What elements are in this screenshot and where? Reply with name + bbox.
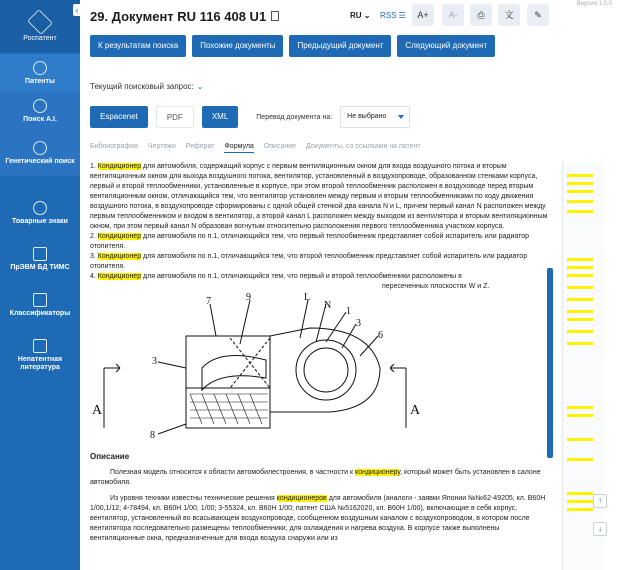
minimap-marker[interactable] (567, 258, 593, 261)
tab-description[interactable]: Описание (263, 143, 297, 150)
language-value: RU (350, 11, 362, 20)
claim-number: 3. (90, 253, 96, 260)
minimap-marker[interactable] (567, 458, 593, 461)
rospatent-logo-icon (27, 9, 52, 34)
espacenet-button[interactable]: Espacenet (90, 106, 148, 128)
caret-down-icon (398, 115, 404, 119)
current-query-label: Текущий поисковый запрос: (90, 82, 194, 91)
tab-abstract[interactable]: Реферат (185, 143, 215, 150)
paragraph-text: , который может быть установлен в салоне автомобиля. (90, 469, 541, 486)
sidebar-item-label: Товарные знаки (12, 217, 68, 225)
drawing-label: 8 (150, 430, 155, 441)
description-title: Описание (90, 452, 130, 461)
books-icon (33, 339, 47, 353)
drawing-label: 9 (246, 292, 251, 303)
document-actions (90, 35, 495, 57)
previous-document-button[interactable]: Предыдущий документ (289, 35, 391, 57)
page-title: 29. Документ RU 116 408 U1 (90, 8, 267, 24)
claim-number: 1. (90, 163, 96, 170)
tab-citing-documents[interactable]: Документы, со ссылками на патент (306, 143, 421, 150)
minimap-marker[interactable] (567, 342, 593, 345)
highlighted-term: Кондиционер (97, 233, 142, 240)
hierarchy-icon (33, 293, 47, 307)
network-icon (33, 99, 47, 113)
minimap-marker[interactable] (567, 174, 593, 177)
rss-link[interactable]: RSS ☰ (380, 11, 406, 20)
translate-select[interactable] (340, 106, 410, 128)
minimap-marker[interactable] (567, 330, 593, 333)
drawing-label: 1 (346, 306, 351, 317)
document-tabs (90, 143, 421, 153)
tab-bibliography[interactable]: Библиография (90, 143, 138, 150)
minimap-marker[interactable] (567, 318, 593, 321)
sidebar-item-nonpatent-literature[interactable] (0, 328, 80, 382)
highlighted-term: Кондиционер (97, 253, 142, 260)
globe-icon (33, 61, 47, 75)
drawing-label: 7 (206, 296, 211, 307)
paragraph-text: Из уровня техники известны технические решения (110, 495, 277, 502)
minimap-marker[interactable] (567, 190, 593, 193)
claim-text: для автомобиля по п.1, отличающийся тем, что первый и второй теплообменники расположены в (141, 273, 462, 280)
minimap-marker[interactable] (567, 274, 593, 277)
current-query[interactable] (90, 82, 203, 91)
paragraph-text: Полезная модель относится к области автомобилестроения, в частности к (110, 469, 356, 476)
claim-text-tail: пересеченных плоскостях W и Z. (382, 283, 490, 290)
claim-1 (90, 162, 552, 232)
chevron-down-icon: ⌄ (196, 82, 204, 91)
scroll-up-button[interactable]: ↑ (593, 494, 607, 508)
xml-button[interactable]: XML (202, 106, 238, 128)
drawing-label: N (324, 300, 332, 311)
sidebar-item-label: Непатентная литература (17, 355, 63, 371)
sidebar-item-classifiers[interactable] (0, 282, 80, 328)
translate-label: Перевод документа на: (256, 113, 333, 121)
claim-2 (90, 232, 552, 252)
minimap-marker[interactable] (567, 500, 593, 503)
sidebar-item-trademarks[interactable] (0, 190, 80, 236)
minimap-marker[interactable] (567, 182, 593, 185)
chip-icon (33, 247, 47, 261)
sidebar-item-label: Поиск A.I. (23, 115, 57, 123)
minimap-marker[interactable] (567, 266, 593, 269)
scroll-down-button[interactable]: ↓ (593, 522, 607, 536)
claim-number: 4. (90, 273, 96, 280)
content-scrollbar[interactable] (547, 160, 553, 570)
collapse-sidebar-button[interactable]: ‹ (73, 4, 81, 16)
trademark-icon (33, 201, 47, 215)
copy-icon[interactable] (271, 11, 279, 21)
rss-label: RSS (380, 11, 397, 20)
drawing-label: 3 (356, 318, 361, 329)
highlighted-term: кондиционеру (355, 469, 401, 476)
minimap-marker[interactable] (567, 438, 593, 441)
highlight-minimap[interactable] (562, 162, 604, 570)
font-increase-button[interactable]: A+ (412, 4, 434, 26)
description-paragraph (90, 468, 552, 488)
claim-text: для автомобиля, содержащий корпус с первым вентиляционным окном для входа воздушного потока и вторым вентиляционным окном для выхода воздушного потока, вентилятор, установленный в воздухопроводе, образованном стенками корпуса, первый и второй теплообменники, установленные в корпусе, при этом второй теплообменник расположен в воздуховоде перед вторым вентиляционным окном, отличающийся тем, что вентилятор установлен между первым и вторым теплообменниками по ходу движения воздушного потока, в воздухопроводе сформированы с одной общей стенкой два канала N и L, причем первый канал N расположен между первым теплообменником и входом в вентилятор, а второй канал L расположен между выходом из вентилятора и вторым вентиляционным окном, при этом первый канал N образован вогнутым относительно расположения первого теплообменника участком корпуса. (90, 163, 548, 230)
format-bar (90, 106, 410, 128)
minimap-marker[interactable] (567, 286, 593, 289)
sidebar-item-label: Патенты (25, 77, 55, 85)
claim-3 (90, 252, 552, 272)
claim-text: для автомобиля по п.1, отличающийся тем, что первый теплообменник представляет собой испаритель или радиатор отопителя. (90, 233, 530, 250)
drawing-label: 6 (378, 330, 383, 341)
drawing-label: A (92, 403, 103, 418)
sidebar (0, 0, 80, 570)
sidebar-item-label: Генетический поиск (5, 157, 75, 165)
claim-4 (90, 272, 552, 292)
nav-group-patents (0, 54, 80, 176)
dna-icon (33, 141, 47, 155)
similar-documents-button[interactable]: Похожие документы (192, 35, 283, 57)
minimap-marker[interactable] (567, 492, 593, 495)
font-decrease-button[interactable]: A- (442, 4, 464, 26)
patent-drawing (90, 292, 552, 448)
minimap-marker[interactable] (567, 508, 593, 511)
language-select[interactable]: RU ⌄ (350, 11, 371, 20)
highlighted-term: кондиционеров (276, 495, 327, 502)
translate-select-value: Не выбрано (347, 113, 387, 120)
minimap-marker[interactable] (567, 200, 593, 203)
claims-content (90, 162, 552, 570)
print-icon[interactable]: ⎙ (470, 4, 492, 26)
drawing-svg (90, 292, 421, 448)
highlighted-term: Кондиционер (97, 273, 142, 280)
minimap-marker[interactable] (567, 414, 593, 417)
claim-text: для автомобиля по п.1, отличающийся тем, что второй теплообменник представляет собой испаритель или радиатор отопителя. (90, 253, 528, 270)
next-document-button[interactable]: Следующий документ (397, 35, 495, 57)
drawing-label: L (304, 292, 311, 303)
sidebar-item-genetic-search[interactable] (0, 130, 80, 176)
tab-claims[interactable]: Формула (224, 143, 253, 153)
sidebar-item-label: ПрЭВМ БД ТИМС (10, 263, 70, 271)
sidebar-item-label: Классификаторы (9, 309, 71, 317)
tab-drawings[interactable]: Чертежи (147, 143, 176, 150)
paragraph-text: для автомобиля (аналоги - заявки Японии №№62-49205, кл. B60H 1/00,1/12; 4-78494, кл. B60H 1/00, 1/00; 3-55324, кл. B60H 1/00; патент США №5162020, кл. B60H 1/00), включающие в себя корпус, вентилятор, установленный во всасывающем воздухопроводе, сообщенном воздушным каналом с воздухопроводом, в котором после вентилятора последовательно размещены теплообменники, для охлаждения и нагрева воздуха. В корпусе также выполнены вентиляционные окна, предназначенные для входа воздуха снаружи или из (90, 495, 546, 542)
drawing-label: A (410, 403, 421, 418)
translate-icon[interactable]: 文 (498, 4, 520, 26)
main-panel (80, 0, 618, 570)
highlighted-term: Кондиционер (97, 163, 142, 170)
minimap-marker[interactable] (567, 310, 593, 313)
pdf-button[interactable]: PDF (156, 106, 194, 128)
claim-number: 2. (90, 233, 96, 240)
comment-icon[interactable]: ✎ (527, 4, 549, 26)
minimap-marker[interactable] (567, 406, 593, 409)
scroll-thumb[interactable] (547, 268, 553, 458)
minimap-marker[interactable] (567, 210, 593, 213)
version-label: Версия 1.0.0 (576, 1, 612, 7)
description-paragraph (90, 494, 552, 544)
logo-text: Роспатент (23, 34, 57, 42)
back-to-results-button[interactable]: К результатам поиска (90, 35, 186, 57)
sidebar-item-ai-search[interactable] (0, 92, 80, 130)
drawing-label: 3 (152, 356, 157, 367)
logo[interactable] (0, 0, 80, 52)
sidebar-item-patents[interactable] (0, 54, 80, 92)
minimap-marker[interactable] (567, 298, 593, 301)
sidebar-item-software-db[interactable] (0, 236, 80, 282)
